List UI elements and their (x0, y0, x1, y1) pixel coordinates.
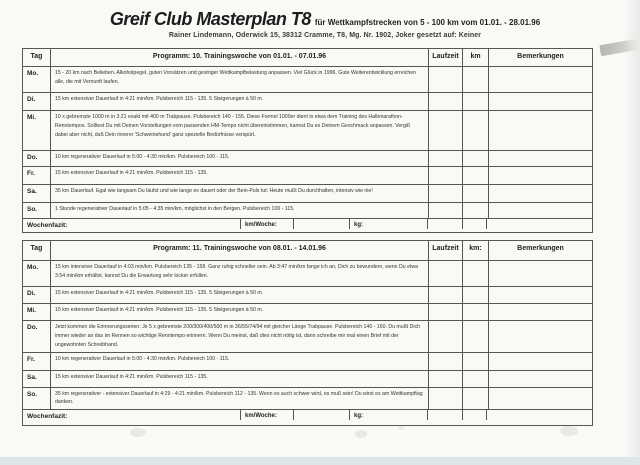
laufzeit-cell (429, 151, 463, 167)
col-header-bemerkungen: Bemerkungen (489, 241, 593, 261)
footer-km-cell (463, 410, 487, 420)
col-header-laufzeit: Laufzeit (429, 241, 463, 261)
km-cell (463, 203, 489, 219)
km-cell (463, 287, 489, 304)
km-woche-label: km/Woche: (241, 219, 294, 229)
col-header-bemerkungen: Bemerkungen (489, 49, 593, 67)
km-cell (463, 261, 489, 287)
workout-cell: 15 - 20 km nach Belieben. Alkoholpegel, guten Vorsätzen und gestriger Wettkampfbelastung anpassen. Viel Glück in 1996. Gute Weiterentwicklung erreichen alle, die mit Vernunft laufen. (51, 67, 429, 93)
bemerkungen-cell (489, 304, 593, 321)
bemerkungen-cell (489, 167, 593, 185)
bemerkungen-cell (489, 203, 593, 219)
workout-cell: 35 km Dauerlauf. Egal wie langsam Du läufst und wie lange es dauert oder der Bein-Puls tut: Heute mußt Du durchhalten, intensiv wie nie! (51, 185, 429, 203)
training-week-10-table (22, 48, 593, 233)
laufzeit-cell (429, 67, 463, 93)
table-row (23, 261, 593, 287)
table-row (23, 111, 593, 151)
col-header-tag: Tag (23, 49, 51, 67)
footer-laufzeit-cell (428, 219, 463, 229)
page-title: Greif Club Masterplan T8 (109, 9, 311, 29)
scan-edge-bottom (0, 457, 640, 465)
km-cell (463, 352, 489, 370)
footer-bemerkungen-cell (487, 219, 592, 229)
table-row (23, 167, 593, 185)
day-cell: Mi. (23, 111, 51, 151)
footer-km-cell (463, 219, 487, 229)
day-cell: Di. (23, 287, 51, 304)
table-row (23, 185, 593, 203)
km-woche-value-cell (294, 219, 350, 229)
week-summary-row (23, 410, 593, 426)
bemerkungen-cell (489, 287, 593, 304)
bemerkungen-cell (489, 352, 593, 370)
table-row (23, 352, 593, 370)
bemerkungen-cell (489, 185, 593, 203)
table-row (23, 203, 593, 219)
bemerkungen-cell (489, 93, 593, 111)
day-cell: Fr. (23, 352, 51, 370)
km-cell (463, 185, 489, 203)
table-row (23, 387, 593, 410)
training-week-11-table (22, 240, 593, 426)
day-cell: Sa. (23, 370, 51, 387)
km-cell (463, 304, 489, 321)
workout-cell: 10 km regenerativer Dauerlauf in 5:00 - 4:30 min/km. Pulsbereich 100 - 115. (51, 151, 429, 167)
laufzeit-cell (429, 185, 463, 203)
workout-cell: 1 Stunde regenerativer Dauerlauf in 5:05 - 4:35 min/km, möglichst in den Bergen. Pulsbereich 100 - 115. (51, 203, 429, 219)
laufzeit-cell (429, 111, 463, 151)
col-header-km: km (463, 49, 489, 67)
km-cell (463, 387, 489, 410)
workout-cell: 10 km regenerativer Dauerlauf in 5:00 - 4:30 min/km. Pulsbereich 100 - 115. (51, 352, 429, 370)
laufzeit-cell (429, 93, 463, 111)
day-cell: Do. (23, 151, 51, 167)
km-cell (463, 370, 489, 387)
day-cell: So. (23, 387, 51, 410)
bemerkungen-cell (489, 387, 593, 410)
laufzeit-cell (429, 287, 463, 304)
bemerkungen-cell (489, 370, 593, 387)
km-woche-value-cell (294, 410, 350, 420)
table-row (23, 67, 593, 93)
day-cell: Fr. (23, 167, 51, 185)
col-header-tag: Tag (23, 241, 51, 261)
km-woche-label: km/Woche: (241, 410, 294, 420)
workout-cell: 15 km extensiver Dauerlauf in 4:21 min/km. Pulsbereich 115 - 135. 5 Steigerungen à 50 m. (51, 287, 429, 304)
workout-cell: 35 km regenerativer - extensiver Dauerlauf in 4:29 - 4:21 min/km. Pulsbereich 112 - 135. Wenn es auch schwer wird, es muß sein! Du wirst es am Wettkampftag danken. (51, 387, 429, 410)
laufzeit-cell (429, 352, 463, 370)
laufzeit-cell (429, 203, 463, 219)
table-row (23, 287, 593, 304)
athlete-info-line: Rainer Lindemann, Oderwick 15, 38312 Cramme, T8, Mg. Nr. 1902, Joker gesetzt auf: Keiner (168, 32, 482, 39)
week-summary-row (23, 219, 593, 233)
km-cell (463, 321, 489, 353)
laufzeit-cell (429, 167, 463, 185)
kg-label: kg: (350, 219, 428, 229)
laufzeit-cell (429, 387, 463, 410)
table-row (23, 151, 593, 167)
col-header-laufzeit: Laufzeit (429, 49, 463, 67)
wochenfazit-label: Wochenfazit: (23, 410, 241, 420)
workout-cell: 10 x gebremste 1000 m in 3:21 exakt mit 400 m Trabpause. Pulsbereich 140 - 155. Diese Formel 1000er dient in etwa dem Training des Halbmarathon-Renntempos. Solltest Du mit Deinen Vorstellungen vom passenden HM-Tempo nicht übereinstimmen, kannst Du es Deinem Geschmack anpassen. Vergiß dabei aber nicht, daß Dein innerer 'Schweinehund' ganz spezielle Bedürfnisse verspürt. (51, 111, 429, 151)
km-cell (463, 111, 489, 151)
week-10-title: Programm: 10. Trainingswoche von 01.01. - 07.01.96 (51, 49, 429, 67)
table-row (23, 93, 593, 111)
laufzeit-cell (429, 261, 463, 287)
bemerkungen-cell (489, 261, 593, 287)
laufzeit-cell (429, 370, 463, 387)
workout-cell: 15 km extensiver Dauerlauf in 4:21 min/km. Pulsbereich 115 - 135. (51, 370, 429, 387)
laufzeit-cell (429, 321, 463, 353)
km-cell (463, 167, 489, 185)
day-cell: Mo. (23, 67, 51, 93)
table-row (23, 370, 593, 387)
kg-label: kg: (350, 410, 428, 420)
scan-blot (398, 425, 404, 430)
workout-cell: Jetzt kommen die Erinnerungsserien: Je 5 x gebremste 200/300/400/500 m in 36/55/74/94 mit gleicher Länge Trabpause. Pulsbereich 140 - 160. Du mußt Dich immer wieder an das im Rennen so wichtige Renntempo erinnern. Wenn Du meinst, daß dies nicht nötig ist, dann schreibe mir mal einen Brief mit der ungewohnten Schreibhand. (51, 321, 429, 353)
bemerkungen-cell (489, 321, 593, 353)
scan-blot (355, 430, 367, 438)
day-cell: Sa. (23, 185, 51, 203)
laufzeit-cell (429, 304, 463, 321)
week-11-title: Programm: 11. Trainingswoche von 08.01. - 14.01.96 (51, 241, 429, 261)
workout-cell: 15 km extensiver Dauerlauf in 4:21 min/km. Pulsbereich 115 - 135. 5 Steigerungen à 50 m. (51, 93, 429, 111)
col-header-km: km: (463, 241, 489, 261)
day-cell: Do. (23, 321, 51, 353)
bemerkungen-cell (489, 111, 593, 151)
table-row (23, 321, 593, 353)
day-cell: Di. (23, 93, 51, 111)
km-cell (463, 93, 489, 111)
document-header (0, 9, 640, 39)
scan-edge-right (624, 0, 640, 465)
page-title-suffix: für Wettkampfstrecken von 5 - 100 km vom 01.01. - 28.01.96 (314, 18, 541, 27)
bemerkungen-cell (489, 151, 593, 167)
km-cell (463, 67, 489, 93)
bemerkungen-cell (489, 67, 593, 93)
km-cell (463, 151, 489, 167)
scan-blot (560, 426, 578, 436)
table-row (23, 304, 593, 321)
day-cell: So. (23, 203, 51, 219)
workout-cell: 15 km extensiver Dauerlauf in 4:21 min/km. Pulsbereich 115 - 135. 5 Steigerungen à 50 m. (51, 304, 429, 321)
day-cell: Mi. (23, 304, 51, 321)
footer-bemerkungen-cell (487, 410, 592, 420)
workout-cell: 15 km intensiver Dauerlauf in 4:03 min/km. Pulsbereich 135 - 158. Ganz ruhig schneller sein. Ab 3:47 min/km fange ich an, Dich zu bewundern, wenn Du etwa 3:54 min/km erhältst, kannst Du die Erwartung sehr locker erfüllen. (51, 261, 429, 287)
day-cell: Mo. (23, 261, 51, 287)
wochenfazit-label: Wochenfazit: (23, 219, 241, 229)
footer-laufzeit-cell (428, 410, 463, 420)
workout-cell: 15 km extensiver Dauerlauf in 4:21 min/km. Pulsbereich 115 - 135. (51, 167, 429, 185)
scan-blot (130, 428, 146, 437)
